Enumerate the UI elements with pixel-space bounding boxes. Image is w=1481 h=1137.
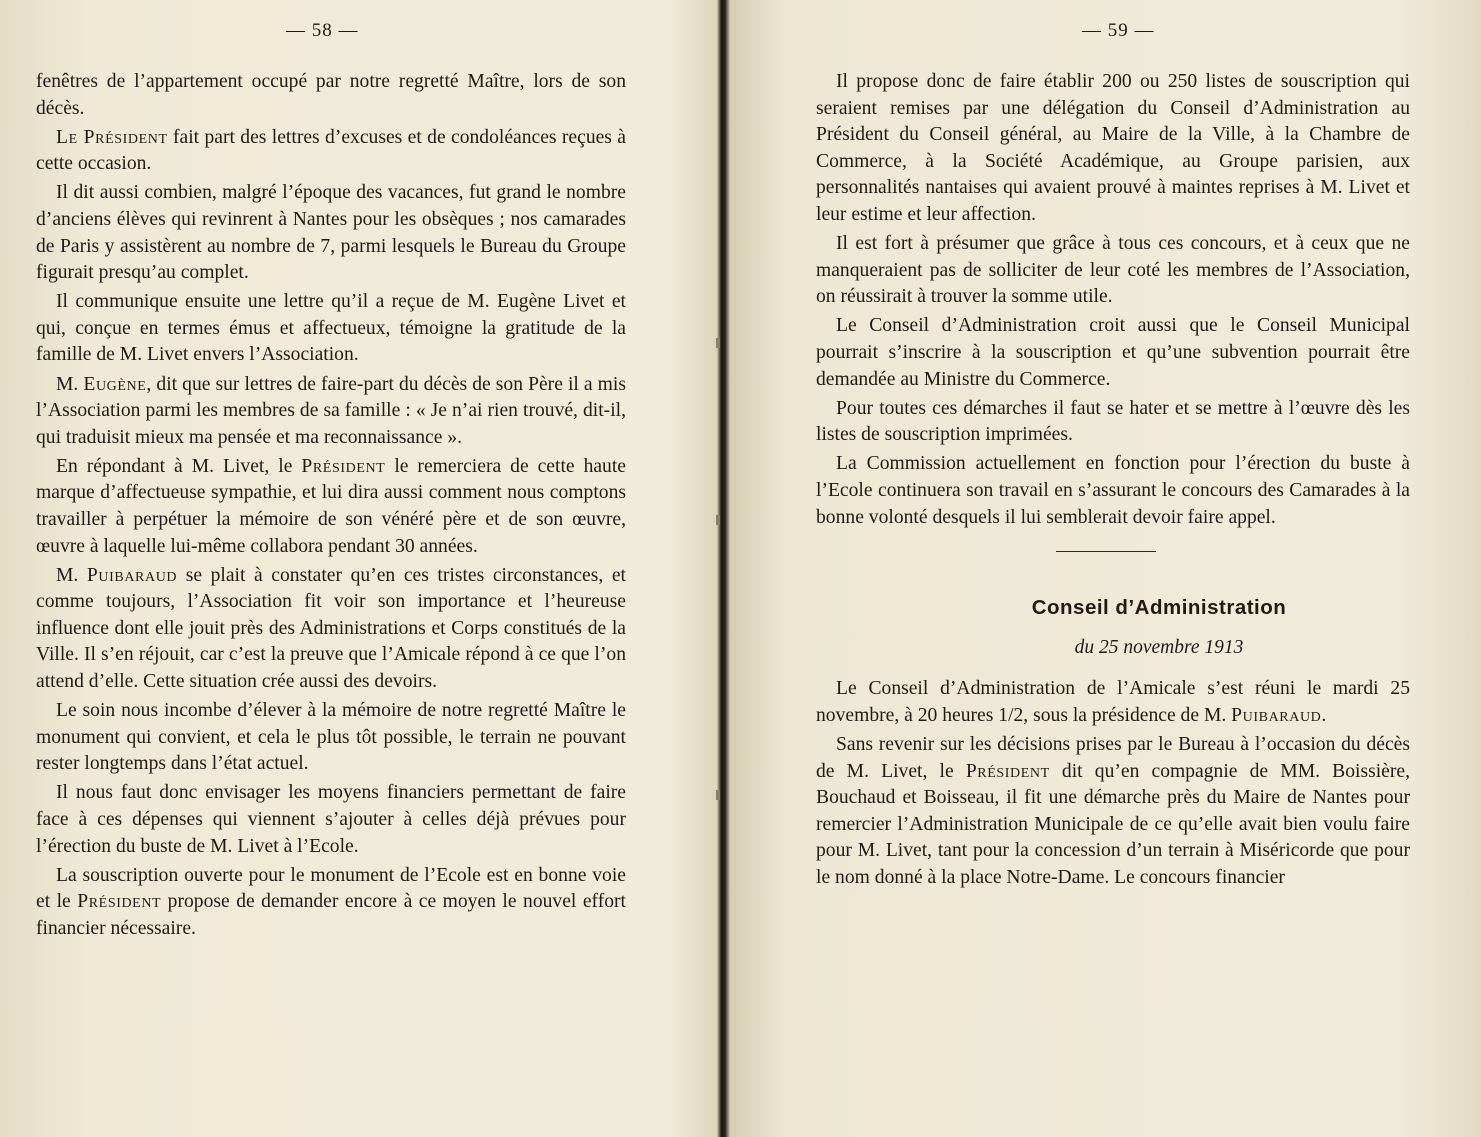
page-number: — 59 — — [1082, 20, 1155, 41]
paragraph: Pour toutes ces démarches il faut se hater et se mettre à l’œuvre dès les listes de souscription imprimées. — [816, 397, 1410, 446]
section-divider — [1056, 551, 1156, 552]
paragraph: Le soin nous incombe d’élever à la mémoire de notre regretté Maître le monument qui convient, et cela le plus tôt possible, le terrain ne pouvant rester longtemps dans l’état actuel. — [36, 700, 626, 775]
paragraph: Il communique ensuite une lettre qu’il a reçue de M. Eugène Livet et qui, conçue en termes émus et affectueux, témoigne la gratitude de la famille de M. Livet envers l’Association. — [36, 291, 626, 366]
section-title: Conseil d’Administration — [1031, 596, 1287, 620]
paragraph: fenêtres de l’appartement occupé par notre regretté Maître, lors de son décès. — [36, 71, 626, 119]
paragraph: Il nous faut donc envisager les moyens financiers permettant de faire face à ces dépenses qui viennent s’ajouter à celles déjà prévues pour l’érection du buste de M. Livet à l’Ecole. — [36, 782, 626, 857]
right-page — [726, 0, 1481, 1137]
page-body — [816, 69, 1410, 894]
paragraph: M. Puibaraud se plait à constater qu’en ces tristes circonstances, et comme toujours, l’Association fit voir son importance et l’heureuse influence dont elle jouit près des Administrations et Corps constitués de la Ville. Il s’en réjouit, car c’est la preuve que l’Amicale répond à ce que l’on attend d’elle. Cette situation crée aussi des devoirs. — [36, 564, 626, 693]
paragraph: La souscription ouverte pour le monument de l’Ecole est en bonne voie et le Président propose de demander encore à ce moyen le nouvel effort financier nécessaire. — [36, 864, 626, 939]
paragraph: Le Conseil d’Administration de l’Amicale s’est réuni le mardi 25 novembre, à 20 heures 1/2, sous la présidence de M. Puibaraud. — [816, 678, 1410, 726]
paragraph: Le Conseil d’Administration croit aussi que le Conseil Municipal pourrait s’inscrire à la souscription et qu’une subvention pourrait être demandée au Ministre du Commerce. — [816, 315, 1410, 390]
paragraph: La Commission actuellement en fonction pour l’érection du buste à l’Ecole continuera son travail en s’assurant le concours des Camarades à la bonne volonté desquels il lui semblerait devoir faire appel. — [816, 453, 1410, 528]
paragraph: Sans revenir sur les décisions prises par le Bureau à l’occasion du décès de M. Livet, le Président dit qu’en compagnie de MM. Boissière, Bouchaud et Boisseau, il fit une démarche près du Maire de Nantes pour remercier l’Administration Municipale de ce qu’elle avait bien voulu faire pour M. Livet, tant pour la concession d’un terrain à Miséricorde que pour le nom donné à la place Notre-Dame. Le concours financier — [816, 733, 1410, 888]
paragraph: En répondant à M. Livet, le Président le remerciera de cette haute marque d’affectueuse sympathie, et lui dira aussi comment nous comptons travailler à perpétuer la mémoire de son vénéré père et de son œuvre, œuvre à laquelle lui-même collabora pendant 30 années. — [36, 455, 626, 557]
left-page — [0, 0, 718, 1137]
paragraph: Le Président fait part des lettres d’excuses et de condoléances reçues à cette occasion. — [36, 126, 626, 175]
page-body — [36, 69, 626, 945]
section-date: du 25 novembre 1913 — [1074, 636, 1244, 658]
page-number: — 58 — — [286, 20, 359, 41]
paragraph: M. Eugène, dit que sur lettres de faire-part du décès de son Père il a mis l’Association parmi les membres de sa famille : « Je n’ai rien trouvé, dit-il, qui traduisit mieux ma pensée et ma reconnaissance ». — [36, 373, 626, 448]
paragraph: Il propose donc de faire établir 200 ou 250 listes de souscription qui seraient remises par une délégation du Conseil d’Administration au Président du Conseil général, au Maire de la Ville, à la Chambre de Commerce, à la Société Académique, au Groupe parisien, aux personnalités nantaises qui avaient prouvé à maintes reprises à M. Livet et leur estime et leur affection. — [816, 71, 1410, 225]
paragraph: Il est fort à présumer que grâce à tous ces concours, et à ceux que ne manqueraient pas de solliciter de leur coté les membres de l’Association, on réussirait à trouver la somme utile. — [816, 233, 1410, 308]
paragraph: Il dit aussi combien, malgré l’époque des vacances, fut grand le nombre d’anciens élèves qui revinrent à Nantes pour les obsèques ; nos camarades de Paris y assistèrent au nombre de 7, parmi lesquels le Bureau du Groupe figurait presqu’au complet. — [36, 182, 626, 284]
